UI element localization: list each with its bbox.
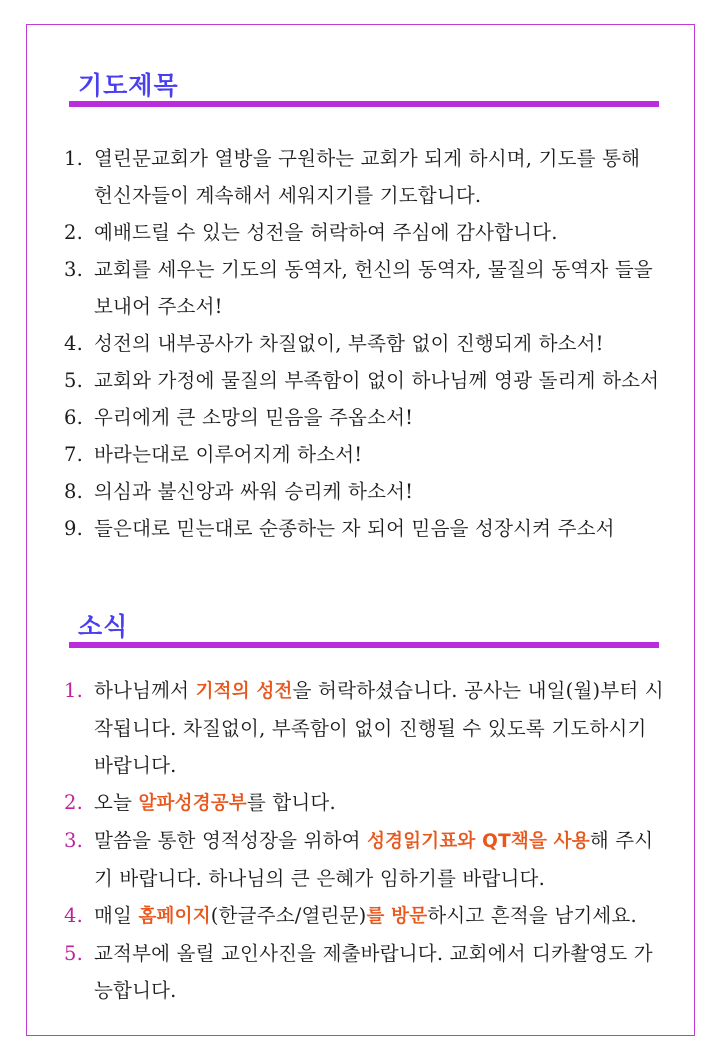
prayer-item: 8. 의심과 불신앙과 싸워 승리케 하소서!: [64, 480, 414, 503]
prayer-title-rule: [69, 101, 659, 107]
prayer-list: [64, 140, 664, 547]
news-list: [64, 672, 664, 1009]
prayer-item: 7. 바라는대로 이루어지게 하소서!: [64, 443, 363, 466]
news-item: 4. 매일 홈페이지(한글주소/열린문)를 방문하시고 흔적을 남기세요.: [64, 904, 637, 927]
prayer-item: 4. 성전의 내부공사가 차질없이, 부족함 없이 진행되게 하소서!: [64, 332, 604, 355]
prayer-item: 9. 들은대로 믿는대로 순종하는 자 되어 믿음을 성장시켜 주소서: [64, 517, 615, 540]
news-item: 1. 하나님께서 기적의 성전을 허락하셨습니다. 공사는 내일(월)부터 시작됩니다. 차질없이, 부족함이 없이 진행될 수 있도록 기도하시기 바랍니다.: [64, 679, 664, 777]
news-item: 2. 오늘 알파성경공부를 합니다.: [64, 791, 336, 814]
news-section-title: 소식: [78, 612, 129, 641]
prayer-item: 6. 우리에게 큰 소망의 믿음을 주옵소서!: [64, 406, 414, 429]
news-item: 5. 교적부에 올릴 교인사진을 제출바랍니다. 교회에서 디카촬영도 가능합니다.: [64, 942, 653, 1002]
prayer-item: 3. 교회를 세우는 기도의 동역자, 헌신의 동역자, 물질의 동역자 들을 보내어 주소서!: [64, 258, 653, 318]
prayer-item: 1. 열린문교회가 열방을 구원하는 교회가 되게 하시며, 기도를 통해 헌신자들이 계속해서 세워지기를 기도합니다.: [64, 147, 641, 207]
news-title-rule: [69, 642, 659, 648]
prayer-item: 5. 교회와 가정에 물질의 부족함이 없이 하나님께 영광 돌리게 하소서: [64, 369, 660, 392]
prayer-item: 2. 예배드릴 수 있는 성전을 허락하여 주심에 감사합니다.: [64, 221, 558, 244]
prayer-section-title: 기도제목: [78, 71, 179, 100]
news-item: 3. 말씀을 통한 영적성장을 위하여 성경읽기표와 QT책을 사용해 주시기 바랍니다. 하나님의 큰 은혜가 임하기를 바랍니다.: [64, 829, 654, 890]
